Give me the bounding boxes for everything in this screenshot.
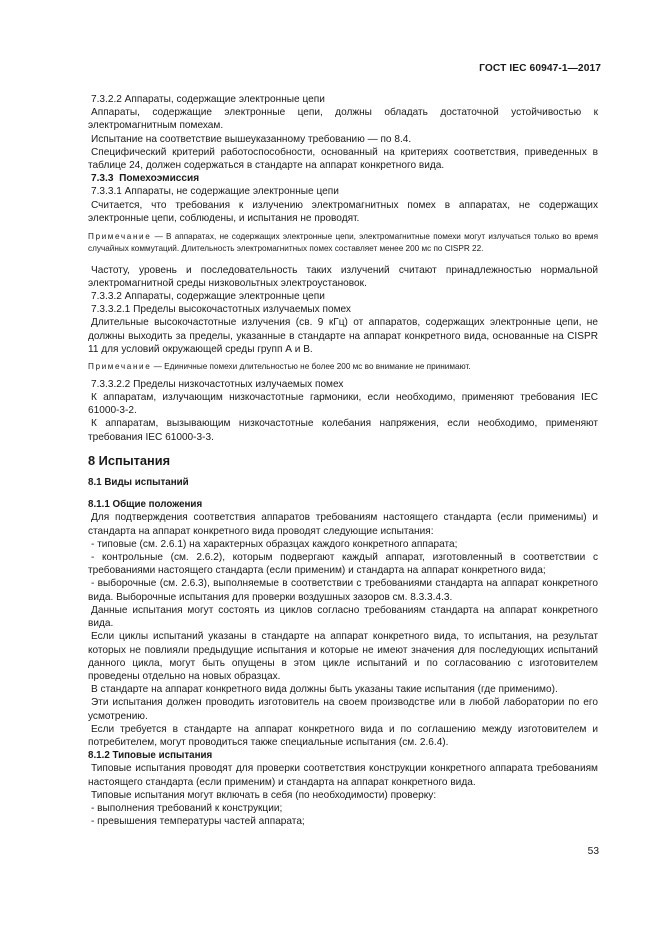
page-number: 53 bbox=[587, 846, 599, 857]
section-8-1-1-heading: 8.1.1 Общие положения bbox=[88, 499, 203, 511]
clause-7-3-3-1-heading: 7.3.3.1 Аппараты, не содержащие электронные цепи bbox=[91, 186, 339, 198]
clause-7-3-3-heading bbox=[88, 172, 598, 185]
note-text: — В аппаратах, не содержащих электронные цепи, электромагнитные помехи могут излучаться только во время случайных коммутаций. Длительность электромагнитных помех составляет менее 200 мс по CISPR 22. bbox=[88, 232, 598, 253]
clause-7-3-3-2-2-heading: 7.3.3.2.2 Пределы низкочастотных излучаемых помех bbox=[91, 378, 344, 390]
paragraph: Эти испытания должен проводить изготовитель на своем производстве или в любой лаборатории по его усмотрению. bbox=[88, 697, 598, 722]
paragraph: Для подтверждения соответствия аппаратов требованиям настоящего стандарта (если применимы) и стандарта на аппарат конкретного вида проводят следующие испытания: bbox=[88, 512, 598, 537]
section-8-1-heading: 8.1 Виды испытаний bbox=[88, 477, 189, 489]
list-item: - выполнения требований к конструкции; bbox=[91, 802, 283, 814]
paragraph: Считается, что требования к излучению электромагнитных помех в аппаратах, не содержащих электронные цепи, соблюдены, и испытания не проводят. bbox=[88, 199, 598, 224]
paragraph: К аппаратам, излучающим низкочастотные гармоники, если необходимо, применяют требования IEC 61000-3-2. bbox=[88, 392, 598, 417]
list-item: - выборочные (см. 2.6.3), выполняемые в соответствии с требованиями стандарта на аппарат конкретного вида. Выборочные испытания для проверки воздушных зазоров см. 8.3.3.4.3. bbox=[88, 578, 598, 603]
paragraph: К аппаратам, вызывающим низкочастотные колебания напряжения, если необходимо, применяют требования IEC 61000-3-3. bbox=[88, 418, 598, 443]
note-label: Примечание bbox=[88, 232, 152, 242]
document-header: ГОСТ IEC 60947-1—2017 bbox=[479, 63, 601, 74]
page-body bbox=[88, 93, 598, 828]
paragraph: Специфический критерий работоспособности, основанный на критериях соответствия, приведенных в таблице 24, должен содержаться в стандарте на аппарат конкретного вида. bbox=[88, 146, 598, 172]
clause-title: Помехоэмиссия bbox=[119, 173, 200, 185]
list-item: - превышения температуры частей аппарата; bbox=[91, 816, 305, 828]
clause-7-3-3-2-heading: 7.3.3.2 Аппараты, содержащие электронные цепи bbox=[91, 291, 325, 303]
paragraph: Если требуется в стандарте на аппарат конкретного вида и по соглашению между изготовителем и потребителем, могут проводиться также специальные испытания (см. 2.6.4). bbox=[88, 723, 598, 748]
section-8-heading: 8 Испытания bbox=[88, 452, 171, 468]
clause-7-3-3-2-1-heading: 7.3.3.2.1 Пределы высокочастотных излучаемых помех bbox=[91, 304, 351, 316]
paragraph: Типовые испытания могут включать в себя (по необходимости) проверку: bbox=[91, 789, 437, 801]
paragraph: Длительные высокочастотные излучения (св. 9 кГц) от аппаратов, содержащих электронные цепи, не должны выходить за пределы, указанные в стандарте на аппарат конкретного вида, основанные на CISPR 11 для условий окружающей среды групп А и В. bbox=[88, 317, 598, 355]
paragraph: Испытание на соответствие вышеуказанному требованию — по 8.4. bbox=[91, 133, 412, 145]
clause-number: 7.3.3 bbox=[91, 173, 114, 185]
paragraph: Типовые испытания проводят для проверки соответствия конструкции конкретного аппарата требованиям настоящего стандарта (если применим) и стандарта на аппарат конкретного вида. bbox=[88, 763, 598, 788]
note bbox=[88, 361, 598, 373]
list-item: - контрольные (см. 2.6.2), которым подвергают каждый аппарат, изготовленный в соответствии с требованиями настоящего стандарта (если применим) и стандарта на аппарат конкретного вида; bbox=[88, 552, 598, 577]
list-item: - типовые (см. 2.6.1) на характерных образцах каждого конкретного аппарата; bbox=[91, 538, 458, 550]
paragraph: Если циклы испытаний указаны в стандарте на аппарат конкретного вида, то испытания, на результат которых не повлияли предыдущие испытания и которые не имеют значения для последующих испытаний данного цикла, могут быть опущены в этом цикле испытаний и по согласованию с изготовителем проведены отдельно на новых образцах. bbox=[88, 631, 598, 682]
paragraph: Данные испытания могут состоять из циклов согласно требованиям стандарта на аппарат конкретного вида. bbox=[88, 604, 598, 630]
note-label: Примечание bbox=[88, 362, 152, 372]
note bbox=[88, 231, 598, 255]
section-8-1-2-heading: 8.1.2 Типовые испытания bbox=[88, 750, 213, 762]
paragraph: Частоту, уровень и последовательность таких излучений считают принадлежностью нормальной электромагнитной среды низковольтных электроустановок. bbox=[88, 264, 598, 289]
clause-7-3-2-2-heading: 7.3.2.2 Аппараты, содержащие электронные цепи bbox=[91, 94, 325, 105]
note-text: — Единичные помехи длительностью не более 200 мс во внимание не принимают. bbox=[151, 362, 471, 372]
paragraph: Аппараты, содержащие электронные цепи, должны обладать достаточной устойчивостью к электромагнитным помехам. bbox=[88, 107, 598, 132]
paragraph: В стандарте на аппарат конкретного вида должны быть указаны такие испытания (где применимо). bbox=[91, 684, 558, 696]
